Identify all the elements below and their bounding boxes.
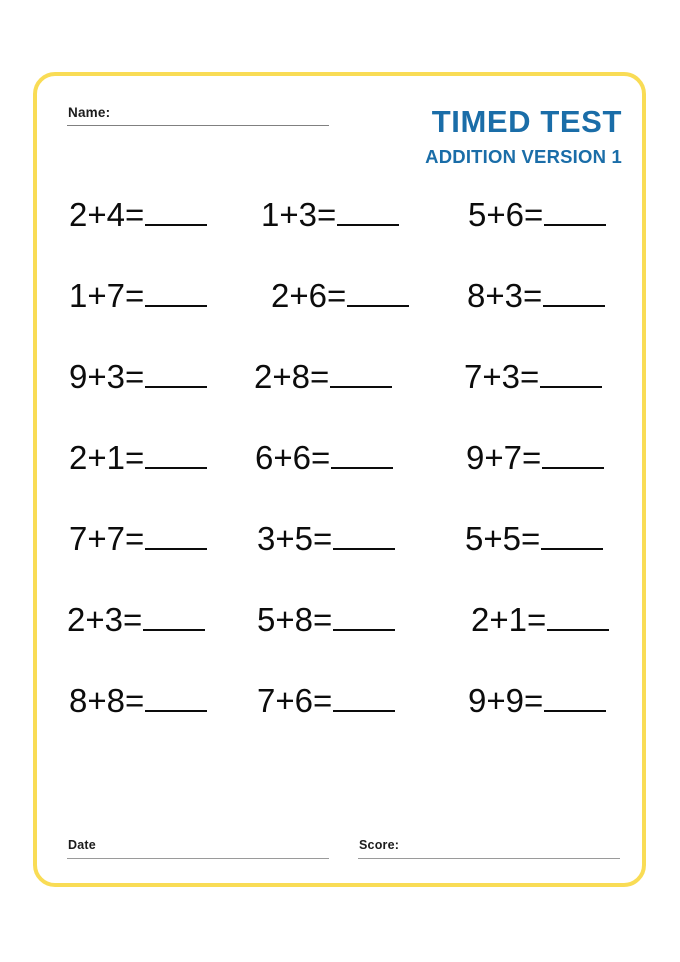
problem-expression: 5+5= bbox=[465, 520, 541, 557]
problem-cell[interactable] bbox=[238, 520, 438, 558]
answer-blank[interactable] bbox=[145, 196, 207, 226]
problem-cell[interactable] bbox=[238, 682, 438, 720]
answer-blank[interactable] bbox=[543, 277, 605, 307]
problem-cell[interactable] bbox=[438, 196, 646, 234]
answer-blank[interactable] bbox=[347, 277, 409, 307]
problem-expression: 9+9= bbox=[468, 682, 544, 719]
answer-blank[interactable] bbox=[547, 601, 609, 631]
problem-cell[interactable] bbox=[438, 601, 646, 639]
problem-expression: 2+8= bbox=[254, 358, 330, 395]
problem-grid bbox=[33, 196, 646, 763]
problem-expression: 1+3= bbox=[261, 196, 337, 233]
problem-cell[interactable] bbox=[33, 196, 238, 234]
problem-cell[interactable] bbox=[438, 520, 646, 558]
problem-expression: 8+3= bbox=[467, 277, 543, 314]
score-field-group bbox=[358, 838, 620, 859]
problem-cell[interactable] bbox=[438, 682, 646, 720]
problem-expression: 2+4= bbox=[69, 196, 145, 233]
problem-cell[interactable] bbox=[238, 439, 438, 477]
answer-blank[interactable] bbox=[145, 358, 207, 388]
problem-row bbox=[33, 520, 646, 601]
problem-cell[interactable] bbox=[438, 277, 646, 315]
answer-blank[interactable] bbox=[145, 439, 207, 469]
problem-expression: 7+7= bbox=[69, 520, 145, 557]
problem-row bbox=[33, 682, 646, 763]
answer-blank[interactable] bbox=[330, 358, 392, 388]
problem-expression: 6+6= bbox=[255, 439, 331, 476]
date-field-group bbox=[67, 838, 329, 859]
problem-expression: 5+8= bbox=[257, 601, 333, 638]
answer-blank[interactable] bbox=[544, 196, 606, 226]
answer-blank[interactable] bbox=[333, 601, 395, 631]
problem-cell[interactable] bbox=[438, 358, 646, 396]
problem-expression: 7+6= bbox=[257, 682, 333, 719]
answer-blank[interactable] bbox=[542, 439, 604, 469]
problem-cell[interactable] bbox=[238, 601, 438, 639]
problem-expression: 2+1= bbox=[69, 439, 145, 476]
problem-expression: 7+3= bbox=[464, 358, 540, 395]
answer-blank[interactable] bbox=[145, 520, 207, 550]
problem-cell[interactable] bbox=[238, 196, 438, 234]
answer-blank[interactable] bbox=[331, 439, 393, 469]
answer-blank[interactable] bbox=[333, 682, 395, 712]
problem-expression: 2+3= bbox=[67, 601, 143, 638]
answer-blank[interactable] bbox=[337, 196, 399, 226]
worksheet-header bbox=[33, 72, 646, 202]
answer-blank[interactable] bbox=[143, 601, 205, 631]
problem-cell[interactable] bbox=[33, 277, 238, 315]
problem-expression: 1+7= bbox=[69, 277, 145, 314]
name-label: Name: bbox=[68, 105, 111, 120]
problem-row bbox=[33, 277, 646, 358]
answer-blank[interactable] bbox=[540, 358, 602, 388]
problem-expression: 8+8= bbox=[69, 682, 145, 719]
problem-expression: 9+3= bbox=[69, 358, 145, 395]
worksheet-footer bbox=[33, 830, 646, 880]
problem-cell[interactable] bbox=[33, 439, 238, 477]
problem-expression: 3+5= bbox=[257, 520, 333, 557]
problem-cell[interactable] bbox=[33, 682, 238, 720]
problem-row bbox=[33, 196, 646, 277]
problem-row bbox=[33, 601, 646, 682]
problem-expression: 2+1= bbox=[471, 601, 547, 638]
score-write-in-line[interactable] bbox=[358, 858, 620, 859]
answer-blank[interactable] bbox=[145, 277, 207, 307]
name-field-group bbox=[67, 105, 329, 126]
date-label: Date bbox=[68, 838, 96, 852]
problem-cell[interactable] bbox=[238, 277, 438, 315]
date-write-in-line[interactable] bbox=[67, 858, 329, 859]
answer-blank[interactable] bbox=[333, 520, 395, 550]
answer-blank[interactable] bbox=[541, 520, 603, 550]
problem-expression: 5+6= bbox=[468, 196, 544, 233]
problem-cell[interactable] bbox=[238, 358, 438, 396]
problem-cell[interactable] bbox=[33, 601, 238, 639]
problem-expression: 9+7= bbox=[466, 439, 542, 476]
problem-row bbox=[33, 358, 646, 439]
name-write-in-line[interactable] bbox=[67, 125, 329, 126]
problem-row bbox=[33, 439, 646, 520]
score-label: Score: bbox=[359, 838, 400, 852]
title-group bbox=[425, 104, 622, 168]
problem-cell[interactable] bbox=[438, 439, 646, 477]
worksheet-title: TIMED TEST bbox=[431, 104, 622, 139]
problem-expression: 2+6= bbox=[271, 277, 347, 314]
answer-blank[interactable] bbox=[544, 682, 606, 712]
problem-cell[interactable] bbox=[33, 520, 238, 558]
answer-blank[interactable] bbox=[145, 682, 207, 712]
problem-cell[interactable] bbox=[33, 358, 238, 396]
worksheet-subtitle: ADDITION VERSION 1 bbox=[425, 146, 622, 167]
